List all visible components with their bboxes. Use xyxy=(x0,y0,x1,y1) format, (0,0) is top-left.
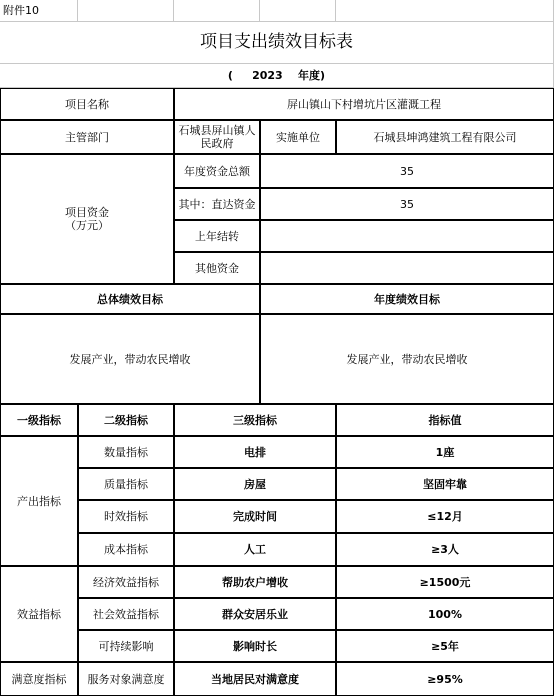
level2-cell: 经济效益指标 xyxy=(78,566,174,598)
implementer: 石城县坤鸿建筑工程有限公司 xyxy=(336,120,554,154)
level2-cell: 可持续影响 xyxy=(78,630,174,662)
annual-goal-header: 年度绩效目标 xyxy=(260,284,554,314)
fund-direct-value: 35 xyxy=(260,188,554,220)
header-value: 指标值 xyxy=(336,404,554,436)
level3-cell: 当地居民对满意度 xyxy=(174,662,336,696)
empty-cell xyxy=(78,0,174,22)
fund-other-label: 其他资金 xyxy=(174,252,260,284)
empty-cell xyxy=(174,0,260,22)
fund-direct-label: 其中：直达资金 xyxy=(174,188,260,220)
header-level1: 一级指标 xyxy=(0,404,78,436)
empty-cell xyxy=(260,0,336,22)
annual-goal: 发展产业，带动农民增收 xyxy=(260,314,554,404)
level3-cell: 完成时间 xyxy=(174,500,336,533)
fund-total-value: 35 xyxy=(260,154,554,188)
level1-satisfaction: 满意度指标 xyxy=(0,662,78,696)
overall-goal-header: 总体绩效目标 xyxy=(0,284,260,314)
fund-carryover-label: 上年结转 xyxy=(174,220,260,252)
value-cell: 100% xyxy=(336,598,554,630)
fund-carryover-value xyxy=(260,220,554,252)
fund-other-value xyxy=(260,252,554,284)
level3-cell: 帮助农户增收 xyxy=(174,566,336,598)
empty-cell xyxy=(336,0,554,22)
project-name: 屏山镇山下村增坑片区灌溉工程 xyxy=(174,88,554,120)
header-level2: 二级指标 xyxy=(78,404,174,436)
overall-goal: 发展产业，带动农民增收 xyxy=(0,314,260,404)
level3-cell: 影响时长 xyxy=(174,630,336,662)
value-cell: ≥1500元 xyxy=(336,566,554,598)
level3-cell: 群众安居乐业 xyxy=(174,598,336,630)
header-level3: 三级指标 xyxy=(174,404,336,436)
level1-benefit: 效益指标 xyxy=(0,566,78,662)
dept-label: 主管部门 xyxy=(0,120,174,154)
level2-cell: 成本指标 xyxy=(78,533,174,566)
page-title: 项目支出绩效目标表 xyxy=(0,22,554,64)
implementer-label: 实施单位 xyxy=(260,120,336,154)
value-cell: 1座 xyxy=(336,436,554,468)
level3-cell: 人工 xyxy=(174,533,336,566)
level2-cell: 数量指标 xyxy=(78,436,174,468)
level2-cell: 社会效益指标 xyxy=(78,598,174,630)
level1-output: 产出指标 xyxy=(0,436,78,566)
year-line: ( 2023 年度) xyxy=(0,64,554,88)
level2-cell: 时效指标 xyxy=(78,500,174,533)
level2-cell: 质量指标 xyxy=(78,468,174,500)
fund-total-label: 年度资金总额 xyxy=(174,154,260,188)
level2-cell: 服务对象满意度 xyxy=(78,662,174,696)
value-cell: ≥5年 xyxy=(336,630,554,662)
attachment-label: 附件10 xyxy=(0,0,78,22)
dept: 石城县屏山镇人 民政府 xyxy=(174,120,260,154)
value-cell: ≤12月 xyxy=(336,500,554,533)
funds-label: 项目资金 （万元） xyxy=(0,154,174,284)
project-name-label: 项目名称 xyxy=(0,88,174,120)
value-cell: ≥3人 xyxy=(336,533,554,566)
level3-cell: 电排 xyxy=(174,436,336,468)
level3-cell: 房屋 xyxy=(174,468,336,500)
value-cell: 坚固牢靠 xyxy=(336,468,554,500)
value-cell: ≥95% xyxy=(336,662,554,696)
